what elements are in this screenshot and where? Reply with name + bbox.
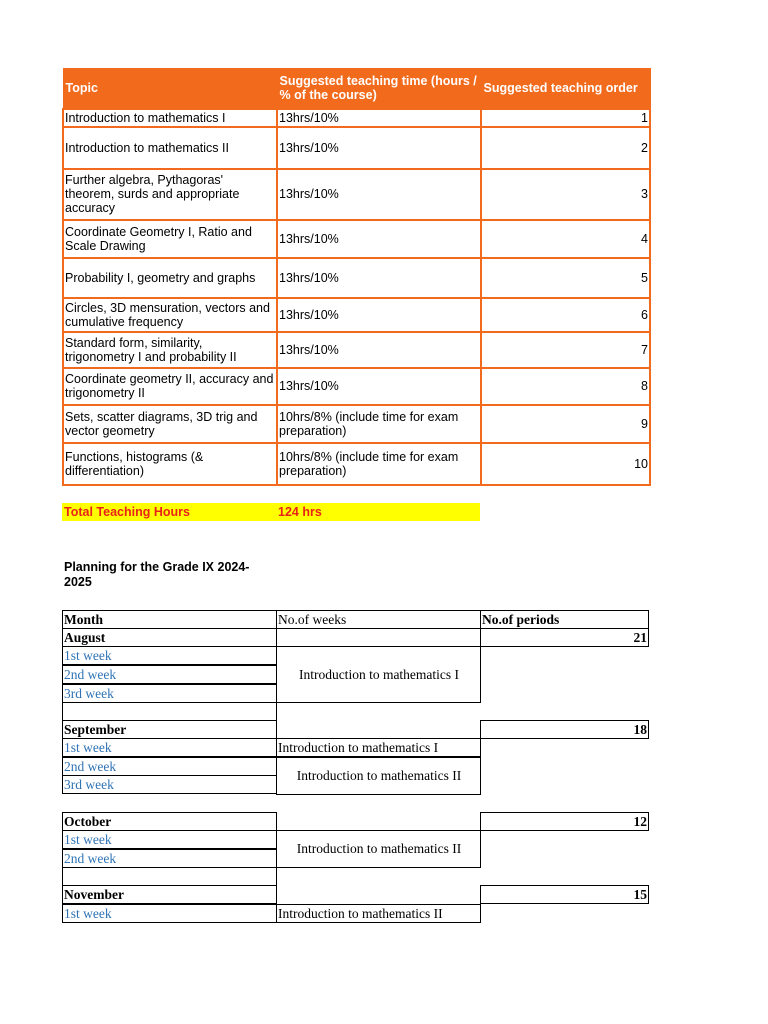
october-topic: Introduction to mathematics II — [276, 830, 481, 868]
week-cell: 3rd week — [62, 684, 277, 703]
time-cell: 10hrs/8% (include time for exam preparation) — [277, 443, 481, 485]
september-topic-week1: Introduction to mathematics I — [276, 738, 481, 757]
table-row — [63, 368, 650, 405]
order-cell: 5 — [481, 258, 650, 298]
september-topic-rest: Introduction to mathematics II — [276, 757, 481, 795]
header-topic: Topic — [63, 69, 277, 109]
table-row — [63, 109, 650, 127]
month-october: October — [62, 812, 277, 831]
order-cell: 1 — [481, 109, 650, 127]
september-periods: 18 — [480, 720, 649, 739]
table-row — [63, 169, 650, 220]
table-row — [63, 258, 650, 298]
periods-header: No.of periods — [480, 610, 649, 629]
month-august: August — [62, 628, 277, 647]
planning-title: Planning for the Grade IX 2024-2025 — [64, 560, 250, 589]
week-cell: 1st week — [62, 904, 277, 923]
weeks-header: No.of weeks — [276, 610, 481, 629]
topic-cell: Introduction to mathematics I — [63, 109, 277, 127]
week-cell: 1st week — [62, 830, 277, 849]
header-teaching-order: Suggested teaching order — [481, 69, 650, 109]
total-label: Total Teaching Hours — [64, 505, 190, 519]
order-cell: 4 — [481, 220, 650, 258]
topics-table — [62, 68, 651, 486]
august-periods: 21 — [480, 628, 649, 647]
topic-cell: Coordinate Geometry I, Ratio and Scale Drawing — [63, 220, 277, 258]
time-cell: 13hrs/10% — [277, 332, 481, 368]
time-cell: 13hrs/10% — [277, 258, 481, 298]
time-cell: 13hrs/10% — [277, 368, 481, 405]
october-periods: 12 — [480, 812, 649, 831]
empty-cell — [62, 702, 277, 721]
order-cell: 7 — [481, 332, 650, 368]
time-cell: 13hrs/10% — [277, 220, 481, 258]
week-cell: 1st week — [62, 738, 277, 757]
empty-cell — [62, 867, 277, 886]
week-cell: 1st week — [62, 646, 277, 665]
month-september: September — [62, 720, 277, 739]
topic-cell: Further algebra, Pythagoras' theorem, surds and appropriate accuracy — [63, 169, 277, 220]
time-cell: 13hrs/10% — [277, 169, 481, 220]
header-teaching-time: Suggested teaching time (hours / % of the course) — [277, 69, 481, 109]
order-cell: 6 — [481, 298, 650, 332]
table-row — [63, 127, 650, 169]
total-value: 124 hrs — [278, 505, 322, 519]
week-cell: 3rd week — [62, 775, 277, 794]
november-topic: Introduction to mathematics II — [276, 904, 481, 923]
total-teaching-hours — [62, 503, 480, 521]
table-row — [63, 405, 650, 443]
time-cell: 10hrs/8% (include time for exam preparation) — [277, 405, 481, 443]
topic-cell: Functions, histograms (& differentiation) — [63, 443, 277, 485]
time-cell: 13hrs/10% — [277, 109, 481, 127]
november-periods: 15 — [480, 885, 649, 904]
order-cell: 10 — [481, 443, 650, 485]
topics-table-header — [63, 69, 650, 109]
order-cell: 8 — [481, 368, 650, 405]
topic-cell: Introduction to mathematics II — [63, 127, 277, 169]
month-header: Month — [62, 610, 277, 629]
order-cell: 3 — [481, 169, 650, 220]
table-row — [63, 443, 650, 485]
time-cell: 13hrs/10% — [277, 127, 481, 169]
table-row — [63, 220, 650, 258]
order-cell: 9 — [481, 405, 650, 443]
topic-cell: Coordinate geometry II, accuracy and trigonometry II — [63, 368, 277, 405]
topic-cell: Probability I, geometry and graphs — [63, 258, 277, 298]
table-row — [63, 332, 650, 368]
week-cell: 2nd week — [62, 849, 277, 868]
topic-cell: Standard form, similarity, trigonometry I and probability II — [63, 332, 277, 368]
topic-cell: Sets, scatter diagrams, 3D trig and vector geometry — [63, 405, 277, 443]
order-cell: 2 — [481, 127, 650, 169]
table-row — [63, 298, 650, 332]
august-topic: Introduction to mathematics I — [276, 646, 481, 703]
week-cell: 2nd week — [62, 757, 277, 776]
month-november: November — [62, 885, 277, 904]
time-cell: 13hrs/10% — [277, 298, 481, 332]
topic-cell: Circles, 3D mensuration, vectors and cumulative frequency — [63, 298, 277, 332]
week-cell: 2nd week — [62, 665, 277, 684]
